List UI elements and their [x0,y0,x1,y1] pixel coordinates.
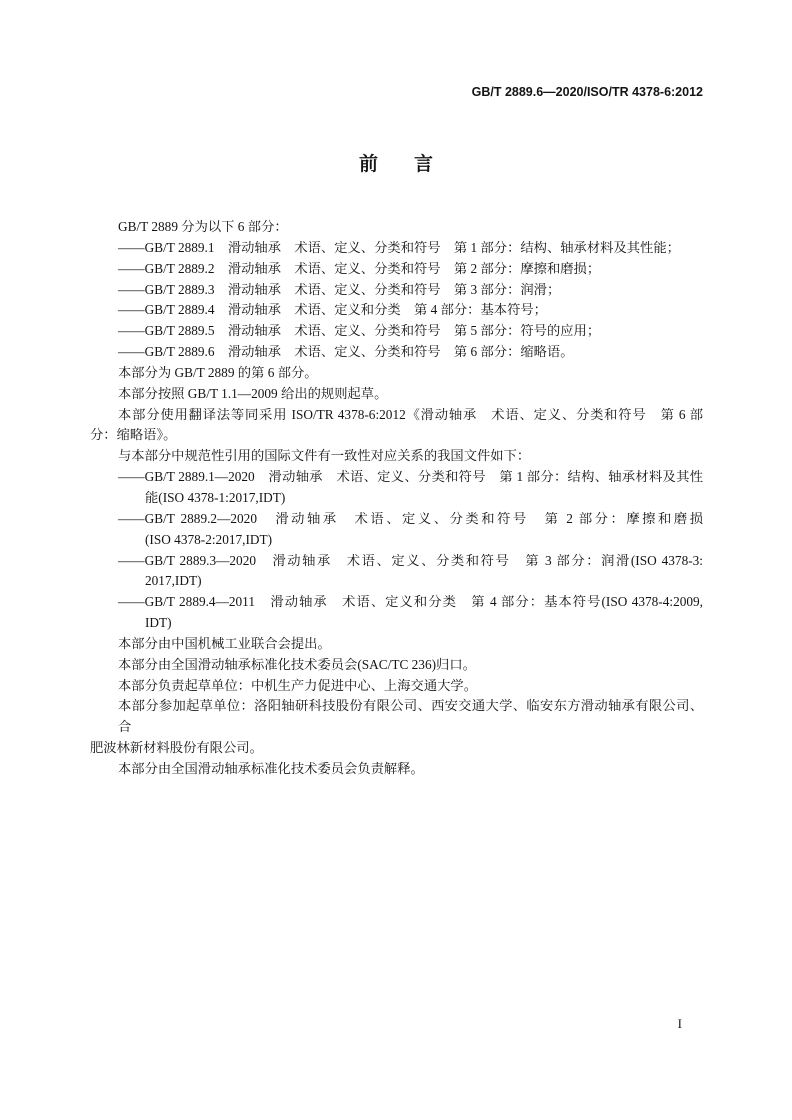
centralized-by-statement: 本部分由全国滑动轴承标准化技术委员会(SAC/TC 236)归口。 [118,656,476,672]
part-list-item: ——GB/T 2889.5 滑动轴承 术语、定义、分类和符号 第 5 部分：符号的应用； [118,323,601,339]
participating-units-line: 肥波林新材料股份有限公司。 [90,740,263,756]
reference-item-line: 能(ISO 4378-1:2017,IDT) [145,489,286,505]
drafting-rules-statement: 本部分按照 GB/T 1.1—2009 给出的规则起草。 [118,385,388,401]
page-number: I [677,1016,682,1031]
parts-intro: GB/T 2889 分为以下 6 部分： [118,219,288,234]
part-list-item: ——GB/T 2889.2 滑动轴承 术语、定义、分类和符号 第 2 部分：摩擦和磨损； [118,260,601,276]
participating-units-line: 本部分参加起草单位：洛阳轴研科技股份有限公司、西安交通大学、临安东方滑动轴承有限公司、合 [118,698,703,735]
reference-item-line: 2017,IDT) [145,573,202,589]
part-list-item: ——GB/T 2889.4 滑动轴承 术语、定义和分类 第 4 部分：基本符号； [118,302,547,318]
part-list-item: ——GB/T 2889.1 滑动轴承 术语、定义、分类和符号 第 1 部分：结构、轴承材料及其性能； [118,239,680,255]
responsible-units-statement: 本部分负责起草单位：中机生产力促进中心、上海交通大学。 [118,677,478,693]
part-statement: 本部分为 GB/T 2889 的第 6 部分。 [118,364,318,380]
foreword-body [90,217,703,780]
part-list-item: ——GB/T 2889.6 滑动轴承 术语、定义、分类和符号 第 6 部分：缩略语。 [118,344,574,360]
interpretation-statement: 本部分由全国滑动轴承标准化技术委员会负责解释。 [118,760,424,776]
reference-item-line: IDT) [145,615,172,631]
adoption-statement-line: 本部分使用翻译法等同采用 ISO/TR 4378-6:2012《滑动轴承 术语、定义、分类和符号 第 6 部 [118,406,703,422]
standard-code-header: GB/T 2889.6—2020/ISO/TR 4378-6:2012 [471,85,703,99]
reference-item-line: ——GB/T 2889.3—2020 滑动轴承 术语、定义、分类和符号 第 3 部分：润滑(ISO 4378-3: [118,552,703,568]
reference-item-line: ——GB/T 2889.1—2020 滑动轴承 术语、定义、分类和符号 第 1 部分：结构、轴承材料及其性 [118,469,703,485]
proposed-by-statement: 本部分由中国机械工业联合会提出。 [118,635,331,651]
part-list-item: ——GB/T 2889.3 滑动轴承 术语、定义、分类和符号 第 3 部分：润滑； [118,281,561,297]
reference-item-line: (ISO 4378-2:2017,IDT) [145,531,273,547]
reference-item-line: ——GB/T 2889.2—2020 滑动轴承 术语、定义、分类和符号 第 2 部分：摩擦和磨损 [118,510,703,526]
reference-item-line: ——GB/T 2889.4—2011 滑动轴承 术语、定义和分类 第 4 部分：基本符号(ISO 4378-4:2009, [118,594,703,610]
page-title: 前 言 [358,153,442,175]
correspondence-intro: 与本部分中规范性引用的国际文件有一致性对应关系的我国文件如下： [118,448,531,464]
adoption-statement-line: 分：缩略语》。 [90,427,177,443]
